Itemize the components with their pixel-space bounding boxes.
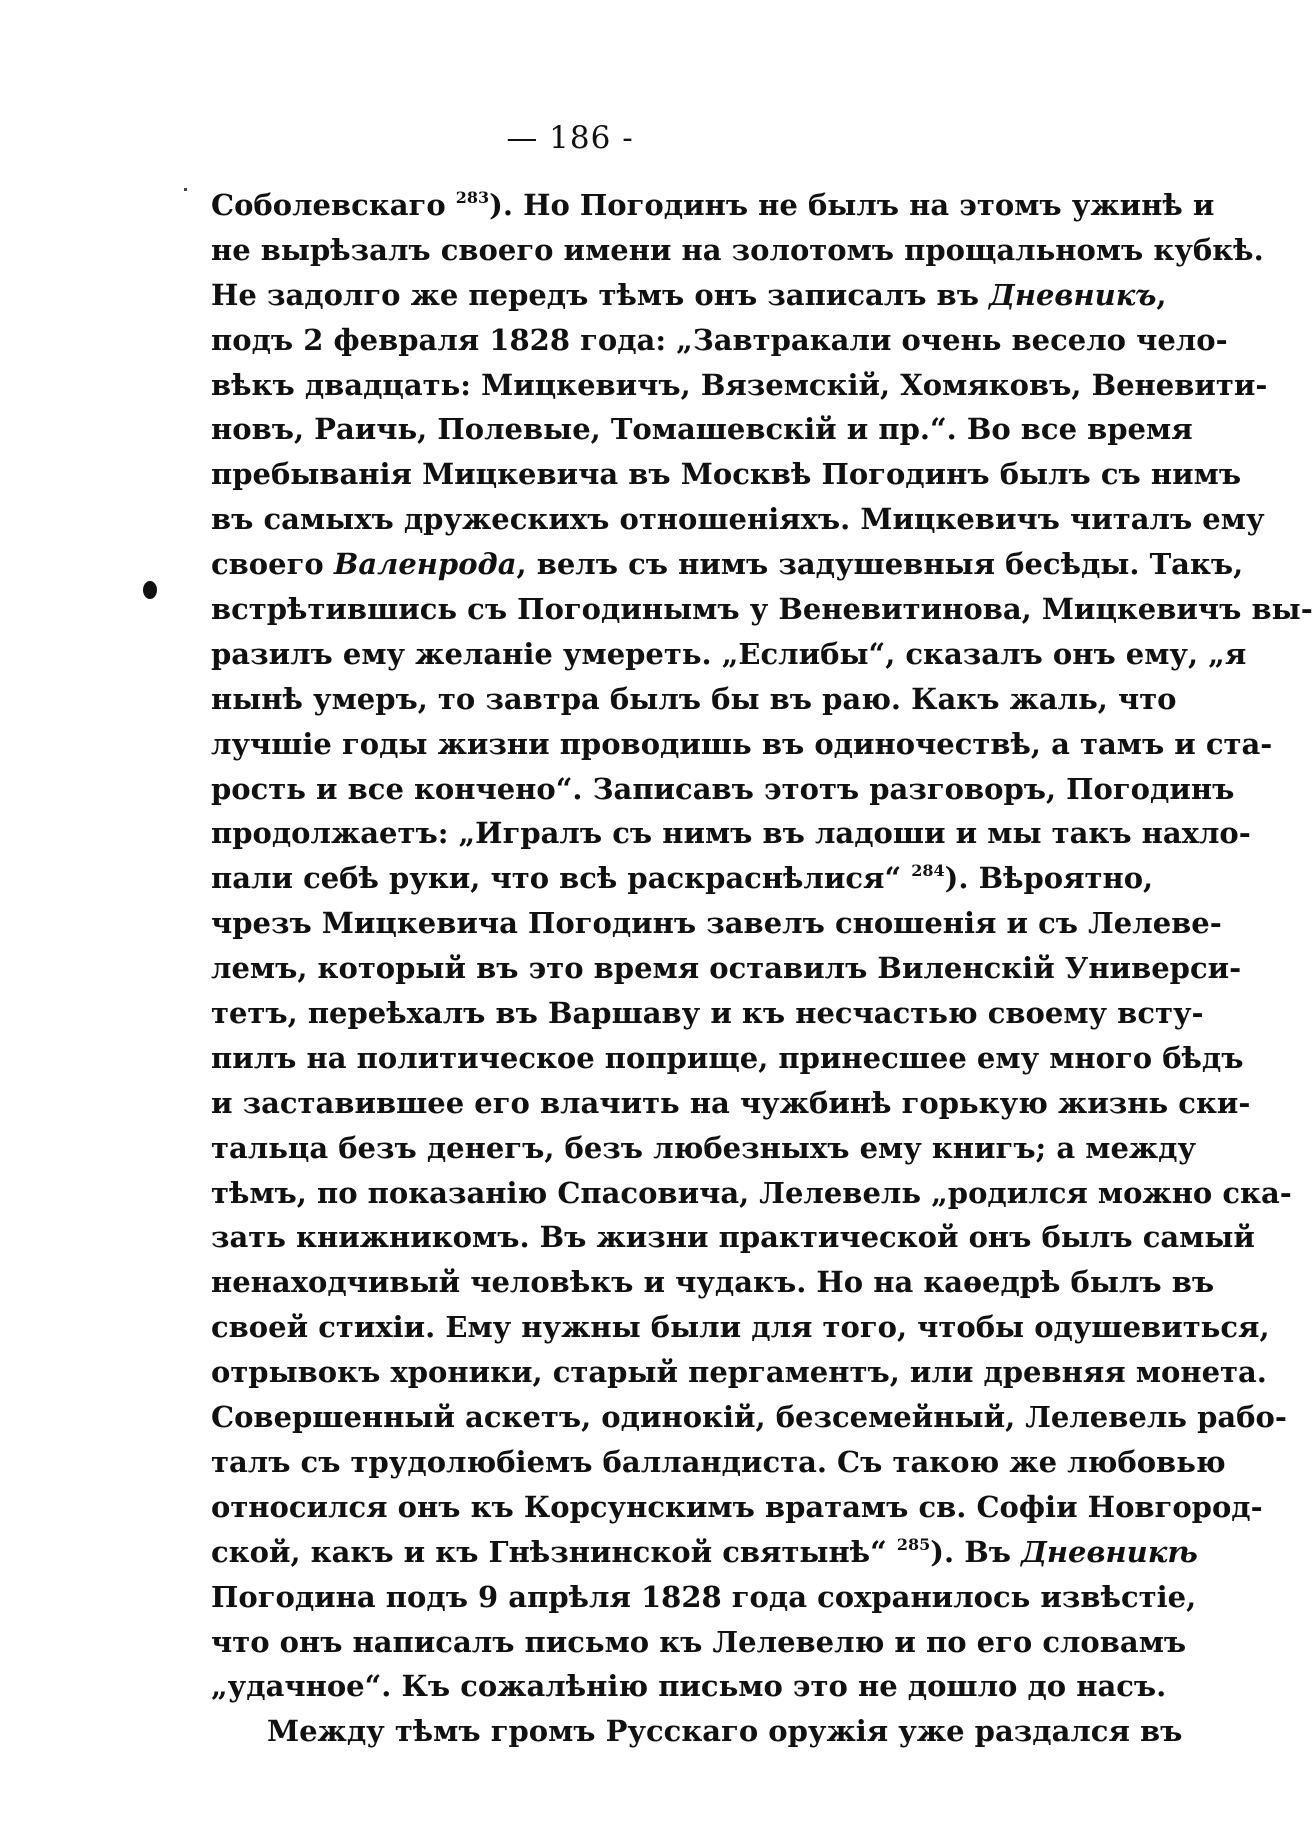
- text-line: Соболевскаго $^{283}$). Но Погодинъ не былъ на этомъ ужинѣ и: [211, 188, 1215, 222]
- text-line: разилъ ему желаніе умереть. „Еслибы“, сказалъ онъ ему, „я: [211, 636, 1247, 671]
- text-line: своей стихіи. Ему нужны были для того, чтобы одушевиться,: [211, 1310, 1270, 1345]
- text-line: „удачное“. Къ сожалѣнію письмо это не дошло до насъ.: [211, 1669, 1167, 1704]
- text-line: подъ 2 февраля 1828 года: „Завтракали очень весело чело-: [211, 322, 1228, 357]
- text-line: рость и все кончено“. Записавъ этотъ разговоръ, Погодинъ: [211, 771, 1235, 806]
- text-line: чрезъ Мицкевича Погодинъ завелъ сношенія и съ Лелеве-: [211, 906, 1222, 941]
- text-line: ненаходчивый человѣкъ и чудакъ. Но на каѳедрѣ былъ въ: [211, 1265, 1215, 1300]
- text-line: пилъ на политическое поприще, принесшее ему много бѣдъ: [211, 1040, 1244, 1075]
- margin-tick-mark: [184, 188, 187, 191]
- text-line: отрывокъ хроники, старый пергаментъ, или древняя монета.: [211, 1355, 1267, 1390]
- text-line: вѣкъ двадцать: Мицкевичъ, Вяземскій, Хомяковъ, Веневити-: [211, 367, 1268, 402]
- footnote-ref: 285: [896, 1534, 931, 1554]
- text-line: пали себѣ руки, что всѣ раскраснѣлися“ $^{284}$). Вѣроятно,: [211, 861, 1154, 896]
- text-line: зать книжникомъ. Въ жизни практической онъ былъ самый: [211, 1220, 1255, 1255]
- text-line: лучшіе годы жизни проводишь въ одиночествѣ, а тамъ и ста-: [211, 726, 1273, 761]
- margin-ink-dot: [143, 581, 157, 599]
- text-line: относился онъ къ Корсунскимъ вратамъ св. Софіи Новгород-: [211, 1489, 1263, 1524]
- italic-title: Дневникъ: [989, 277, 1157, 312]
- text-line: ской, какъ и къ Гнѣзнинской святынѣ“ $^{285}$). Въ Дневникѣ: [211, 1534, 1198, 1569]
- text-line: Погодина подъ 9 апрѣля 1828 года сохранилось извѣстіе,: [211, 1579, 1197, 1614]
- text-line: своего Валенрода, велъ съ нимъ задушевныя бесѣды. Такъ,: [211, 547, 1244, 582]
- text-line: тетъ, переѣхалъ въ Варшаву и къ несчастью своему всту-: [211, 996, 1204, 1031]
- text-line: Не задолго же передъ тѣмъ онъ записалъ въ Дневникъ,: [211, 277, 1167, 312]
- italic-title: Дневникѣ: [1021, 1534, 1198, 1569]
- body-text: [211, 183, 1313, 1754]
- text-line: нынѣ умеръ, то завтра былъ бы въ раю. Какъ жаль, что: [211, 681, 1177, 716]
- text-line: что онъ написалъ письмо къ Лелевелю и по его словамъ: [211, 1624, 1187, 1659]
- text-line: тальца безъ денегъ, безъ любезныхъ ему книгъ; а между: [211, 1130, 1197, 1165]
- text-line: продолжаетъ: „Игралъ съ нимъ въ ладоши и мы такъ нахло-: [211, 816, 1251, 851]
- text-line: въ самыхъ дружескихъ отношеніяхъ. Мицкевичъ читалъ ему: [211, 502, 1265, 537]
- page-number: — 186 -: [506, 120, 634, 156]
- footnote-ref: 284: [911, 861, 945, 881]
- text-line: Совершенный аскетъ, одинокій, безсемейный, Лелевель рабо-: [211, 1400, 1287, 1435]
- text-line: и заставившее его влачить на чужбинѣ горькую жизнь ски-: [211, 1085, 1251, 1120]
- text-line: пребыванія Мицкевича въ Москвѣ Погодинъ былъ съ нимъ: [211, 457, 1242, 492]
- text-line: тѣмъ, по показанію Спасовича, Лелевель „родился можно ска-: [211, 1175, 1292, 1210]
- footnote-ref: 283: [455, 188, 490, 207]
- text-line: не вырѣзалъ своего имени на золотомъ прощальномъ кубкѣ.: [211, 232, 1264, 267]
- text-line: лемъ, который въ это время оставилъ Виленскій Универси-: [211, 951, 1242, 986]
- italic-title: Валенрода: [333, 547, 517, 582]
- text-line: талъ съ трудолюбіемъ балландиста. Съ такою же любовью: [211, 1444, 1226, 1479]
- text-line: новъ, Раичь, Полевые, Томашевскій и пр.“. Во все время: [211, 412, 1193, 447]
- paragraph-start-line: Между тѣмъ громъ Русскаго оружія уже раздался въ: [267, 1714, 1183, 1749]
- text-line: встрѣтившись съ Погодинымъ у Веневитинова, Мицкевичъ вы-: [211, 592, 1313, 627]
